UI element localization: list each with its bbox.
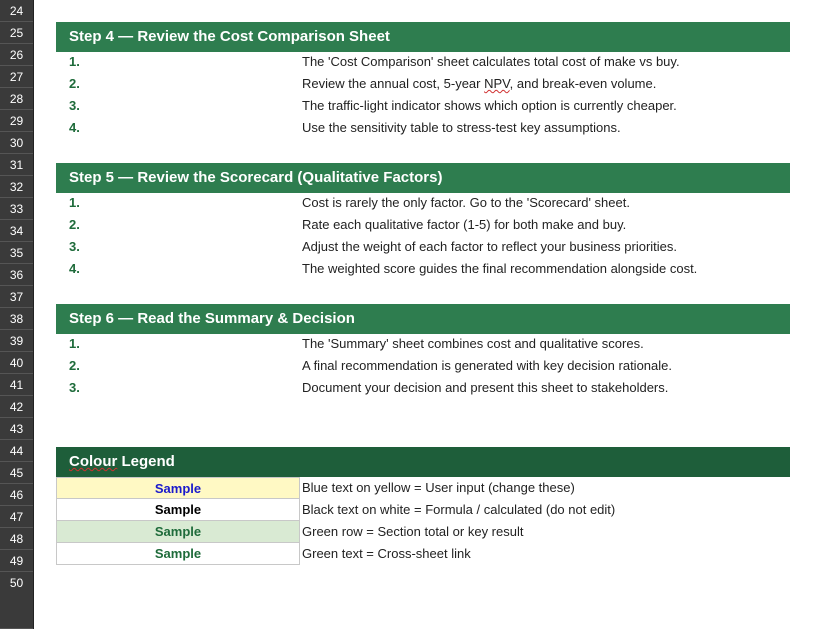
row-header[interactable]: 25 — [0, 22, 33, 44]
legend-title-word: Colour — [69, 453, 118, 470]
legend-desc-input[interactable]: Blue text on yellow = User input (change these) — [302, 480, 575, 495]
row-header[interactable]: 45 — [0, 462, 33, 484]
step5-header[interactable]: Step 5 — Review the Scorecard (Qualitative Factors) — [56, 163, 790, 193]
step5-item-3-number[interactable]: 3. — [69, 239, 80, 254]
row-header[interactable]: 34 — [0, 220, 33, 242]
row-header[interactable]: 24 — [0, 0, 33, 22]
step4-item-2-text-c: , and break-even volume. — [509, 76, 657, 91]
step4-item-3-number[interactable]: 3. — [69, 98, 80, 113]
row-header[interactable]: 31 — [0, 154, 33, 176]
step6-item-3-text[interactable]: Document your decision and present this sheet to stakeholders. — [302, 380, 669, 395]
row-header-column — [0, 0, 34, 629]
row-header[interactable]: 29 — [0, 110, 33, 132]
legend-desc-total[interactable]: Green row = Section total or key result — [302, 524, 524, 539]
step6-item-2-number[interactable]: 2. — [69, 358, 80, 373]
step4-item-1-number[interactable]: 1. — [69, 54, 80, 69]
row-header[interactable]: 43 — [0, 418, 33, 440]
step5-item-3-text[interactable]: Adjust the weight of each factor to reflect your business priorities. — [302, 239, 678, 254]
row-header[interactable]: 47 — [0, 506, 33, 528]
row-header[interactable]: 28 — [0, 88, 33, 110]
step5-item-4-text[interactable]: The weighted score guides the final recommendation alongside cost. — [302, 261, 698, 276]
row-header[interactable]: 40 — [0, 352, 33, 374]
row-header[interactable]: 26 — [0, 44, 33, 66]
step4-item-4-text[interactable]: Use the sensitivity table to stress-test key assumptions. — [302, 120, 621, 135]
step6-header[interactable]: Step 6 — Read the Summary & Decision — [56, 304, 790, 334]
row-header[interactable]: 37 — [0, 286, 33, 308]
legend-header[interactable] — [56, 447, 790, 477]
step5-item-1-number[interactable]: 1. — [69, 195, 80, 210]
sheet-grid[interactable] — [34, 0, 836, 629]
row-header[interactable]: 38 — [0, 308, 33, 330]
step4-item-3-text[interactable]: The traffic-light indicator shows which option is currently cheaper. — [302, 98, 677, 113]
row-header[interactable]: 44 — [0, 440, 33, 462]
row-header[interactable]: 30 — [0, 132, 33, 154]
step5-item-2-text[interactable]: Rate each qualitative factor (1-5) for both make and buy. — [302, 217, 627, 232]
row-header[interactable]: 33 — [0, 198, 33, 220]
row-header[interactable]: 48 — [0, 528, 33, 550]
row-header[interactable]: 46 — [0, 484, 33, 506]
row-header[interactable]: 42 — [0, 396, 33, 418]
legend-sample-link[interactable]: Sample — [56, 543, 300, 565]
step6-item-1-text[interactable]: The 'Summary' sheet combines cost and qualitative scores. — [302, 336, 644, 351]
legend-sample-total[interactable]: Sample — [56, 521, 300, 543]
row-header[interactable]: 35 — [0, 242, 33, 264]
step4-item-1-text[interactable]: The 'Cost Comparison' sheet calculates total cost of make vs buy. — [302, 54, 680, 69]
row-header[interactable]: 50 — [0, 572, 33, 629]
legend-desc-formula[interactable]: Black text on white = Formula / calculated (do not edit) — [302, 502, 616, 517]
step4-item-2-number[interactable]: 2. — [69, 76, 80, 91]
row-header[interactable]: 32 — [0, 176, 33, 198]
step6-item-2-text[interactable]: A final recommendation is generated with key decision rationale. — [302, 358, 672, 373]
row-header[interactable]: 36 — [0, 264, 33, 286]
step5-item-4-number[interactable]: 4. — [69, 261, 80, 276]
step6-item-3-number[interactable]: 3. — [69, 380, 80, 395]
step4-item-4-number[interactable]: 4. — [69, 120, 80, 135]
step4-item-2-text-a: Review the annual cost, 5-year — [302, 76, 485, 91]
step6-item-1-number[interactable]: 1. — [69, 336, 80, 351]
legend-title-rest: Legend — [117, 453, 175, 470]
row-header[interactable]: 49 — [0, 550, 33, 572]
row-header[interactable]: 41 — [0, 374, 33, 396]
legend-desc-link[interactable]: Green text = Cross-sheet link — [302, 546, 471, 561]
step4-item-2-text[interactable] — [302, 73, 656, 95]
row-header[interactable]: 27 — [0, 66, 33, 88]
legend-sample-formula[interactable]: Sample — [56, 499, 300, 521]
step4-header[interactable]: Step 4 — Review the Cost Comparison Sheet — [56, 22, 790, 52]
npv-spellcheck-word: NPV — [484, 76, 510, 91]
step5-item-1-text[interactable]: Cost is rarely the only factor. Go to the 'Scorecard' sheet. — [302, 195, 630, 210]
step5-item-2-number[interactable]: 2. — [69, 217, 80, 232]
legend-sample-input[interactable]: Sample — [56, 477, 300, 499]
row-header[interactable]: 39 — [0, 330, 33, 352]
